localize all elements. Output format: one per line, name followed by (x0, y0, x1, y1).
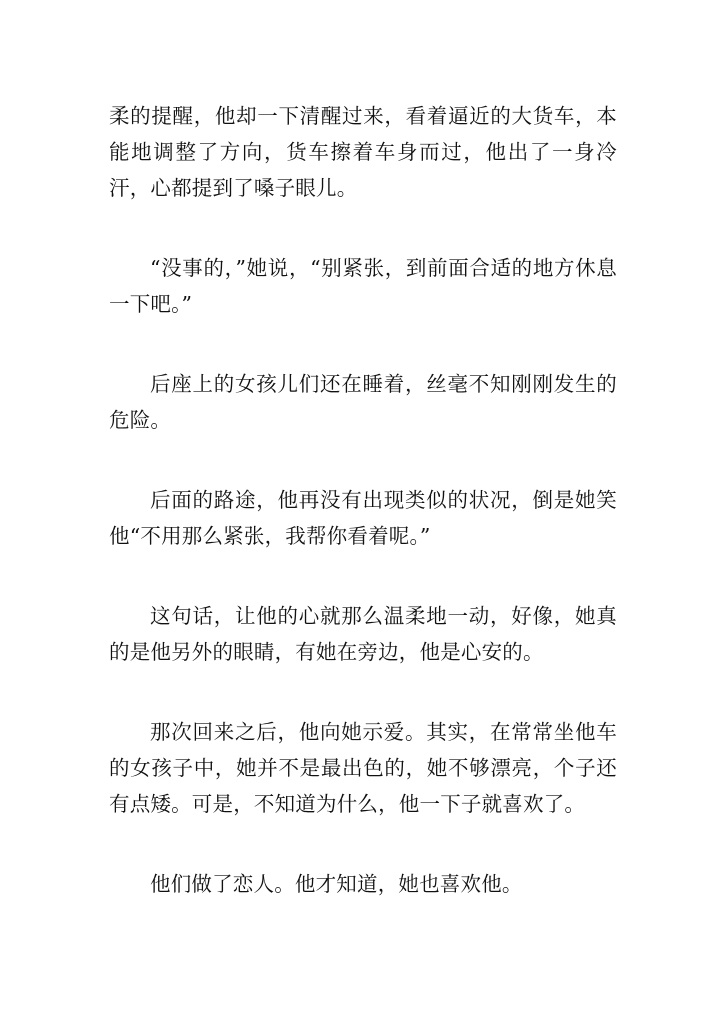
paragraph: 后座上的女孩儿们还在睡着，丝毫不知刚刚发生的危险。 (109, 372, 617, 432)
document-page (109, 98, 617, 946)
paragraph: 那次回来之后，他向她示爱。其实，在常常坐他车的女孩子中，她并不是最出色的，她不够漂亮，个子还有点矮。可是，不知道为什么，他一下子就喜欢了。 (109, 720, 617, 816)
paragraph: 后面的路途，他再没有出现类似的状况，倒是她笑他“不用那么紧张，我帮你看着呢。” (109, 488, 617, 548)
paragraph-dialogue: “没事的，”她说，“别紧张，到前面合适的地方休息一下吧。” (109, 256, 617, 316)
paragraph: 他们做了恋人。他才知道，她也喜欢他。 (150, 872, 523, 896)
paragraph-continued: 柔的提醒，他却一下清醒过来，看着逼近的大货车，本能地调整了方向，货车擦着车身而过，他出了一身冷汗，心都提到了嗓子眼儿。 (109, 104, 617, 200)
paragraph: 这句话，让他的心就那么温柔地一动，好像，她真的是他另外的眼睛，有她在旁边，他是心安的。 (109, 604, 617, 664)
